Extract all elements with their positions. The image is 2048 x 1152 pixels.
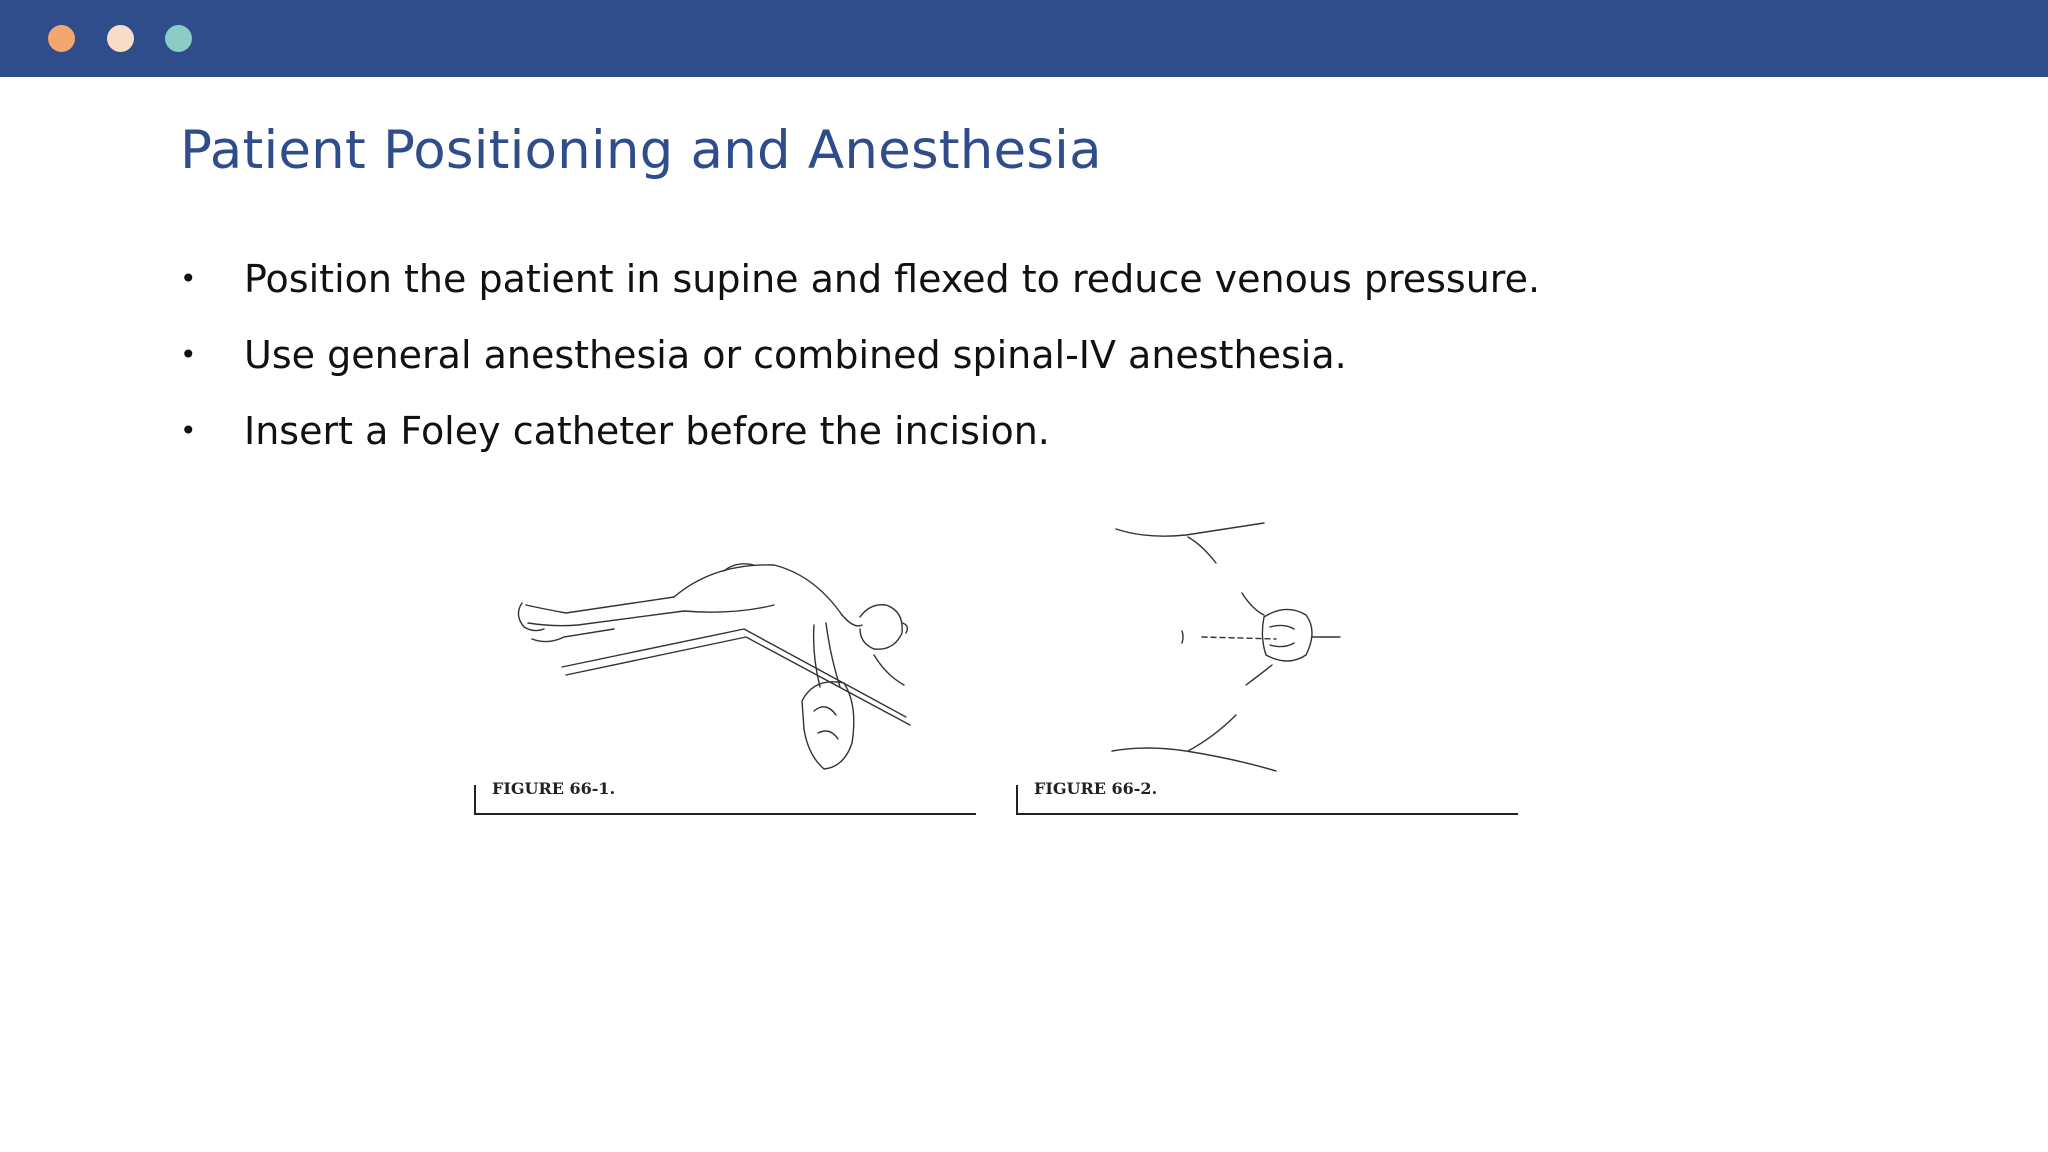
bullet-text: Use general anesthesia or combined spinal-IV anesthesia. <box>244 333 1347 377</box>
bullet-icon: • <box>180 414 197 447</box>
patient-positioning-illustration-icon <box>474 505 976 785</box>
bullet-icon: • <box>180 338 197 371</box>
figure-caption: FIGURE 66-1. <box>492 779 616 798</box>
incision-site-illustration-icon <box>1016 505 1518 785</box>
bullet-icon: • <box>180 262 197 295</box>
window-control-peach-icon[interactable] <box>107 25 134 52</box>
figure-caption: FIGURE 66-2. <box>1034 779 1158 798</box>
bullet-text: Position the patient in supine and flexed to reduce venous pressure. <box>244 257 1541 301</box>
window-control-teal-icon[interactable] <box>165 25 192 52</box>
window-control-orange-icon[interactable] <box>48 25 75 52</box>
window-title-bar <box>0 0 2048 77</box>
bullet-text: Insert a Foley catheter before the incision. <box>244 409 1050 453</box>
figure-66-1 <box>474 505 976 815</box>
slide-title: Patient Positioning and Anesthesia <box>180 120 1102 181</box>
figure-66-2 <box>1016 505 1518 815</box>
